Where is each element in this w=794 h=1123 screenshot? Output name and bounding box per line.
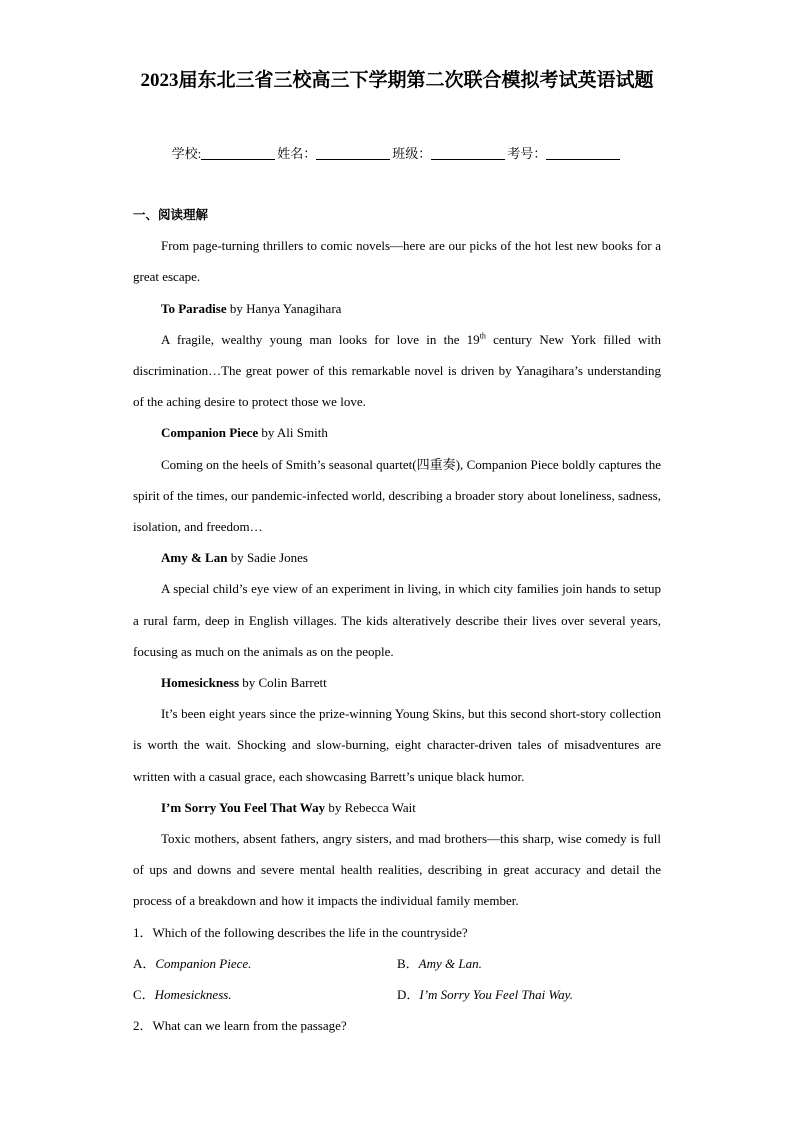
book-description: A special child’s eye view of an experiment in living, in which city families join hands to setup a rural farm, deep in English villages. The kids alteratively describe their lives over several years, focusing as much on the animals as on the people. — [133, 581, 661, 659]
book-author: by Colin Barrett — [239, 675, 327, 691]
student-info-line — [0, 144, 794, 164]
option-text: Companion Piece. — [155, 955, 252, 971]
option-letter: A． — [133, 955, 156, 971]
book-author: by Ali Smith — [258, 425, 328, 441]
option-row — [133, 948, 661, 979]
school-blank[interactable] — [201, 145, 275, 160]
option-row — [133, 979, 661, 1010]
reading-section — [133, 199, 661, 1041]
exam-title: 2023届东北三省三校高三下学期第二次联合模拟考试英语试题 — [140, 70, 654, 91]
exam-number-blank[interactable] — [546, 145, 620, 160]
option-letter: D． — [397, 987, 420, 1003]
book-title: Homesickness — [161, 675, 239, 691]
name-blank[interactable] — [316, 145, 390, 160]
book-description: It’s been eight years since the prize-winning Young Skins, but this second short-story collection is worth the wait. Shocking and slow-burning, eight character-driven tales of misadventures are written with a casual grace, each showcasing Barrett’s unique black humor. — [133, 706, 661, 784]
book-heading — [133, 417, 661, 448]
book-desc-text: A fragile, wealthy young man looks for love in the 19 — [161, 331, 480, 347]
book-author: by Sadie Jones — [227, 550, 308, 566]
book-heading — [133, 667, 661, 698]
question-stem: 1．Which of the following describes the life in the countryside? — [133, 924, 468, 940]
book-description: Toxic mothers, absent fathers, angry sisters, and mad brothers—this sharp, wise comedy is full of ups and downs and severe mental health realities, describing in great accuracy and detail the process of a breakdown and how it impacts the individual family member. — [133, 831, 661, 909]
option-d[interactable] — [397, 979, 661, 1010]
book-author: by Rebecca Wait — [325, 799, 416, 815]
book-author: by Hanya Yanagihara — [226, 300, 342, 316]
book-title: Companion Piece — [161, 425, 259, 441]
option-text: I’m Sorry You Feel Thai Way. — [419, 987, 573, 1003]
option-text: Amy & Lan. — [418, 955, 482, 971]
book-description: Coming on the heels of Smith’s seasonal quartet(四重奏), Companion Piece boldly captures the spirit of the times, our pandemic-infected world, describing a broader story about loneliness, sadness, isolation, and freedom… — [133, 456, 661, 535]
school-label: 学校: — [171, 146, 202, 161]
option-text: Homesickness. — [154, 987, 232, 1003]
option-c[interactable] — [133, 979, 397, 1010]
book-title: To Paradise — [161, 300, 227, 316]
option-b[interactable] — [397, 948, 661, 979]
book-title: I’m Sorry You Feel That Way — [161, 799, 326, 815]
intro-paragraph: From page-turning thrillers to comic novels—here are our picks of the hot lest new books for a great escape. — [133, 238, 661, 285]
class-label: 班级： — [392, 146, 432, 161]
book-title: Amy & Lan — [161, 550, 228, 566]
exam-number-label: 考号： — [507, 146, 547, 161]
book-description — [133, 324, 661, 418]
option-a[interactable] — [133, 948, 397, 979]
question-stem: 2．What can we learn from the passage? — [133, 1018, 347, 1034]
book-heading — [133, 293, 661, 324]
name-label: 姓名： — [277, 146, 317, 161]
option-letter: C． — [133, 987, 155, 1003]
section-heading: 一、阅读理解 — [133, 207, 209, 222]
book-heading — [133, 792, 661, 823]
class-blank[interactable] — [431, 145, 505, 160]
ordinal-superscript: th — [479, 331, 486, 341]
book-desc-text: century New York filled with discrimination…The great power of this remarkable novel is driven by Yanagihara’s understanding of the aching desire to protect those we love. — [133, 331, 661, 410]
option-letter: B． — [397, 955, 419, 971]
book-heading — [133, 542, 661, 573]
